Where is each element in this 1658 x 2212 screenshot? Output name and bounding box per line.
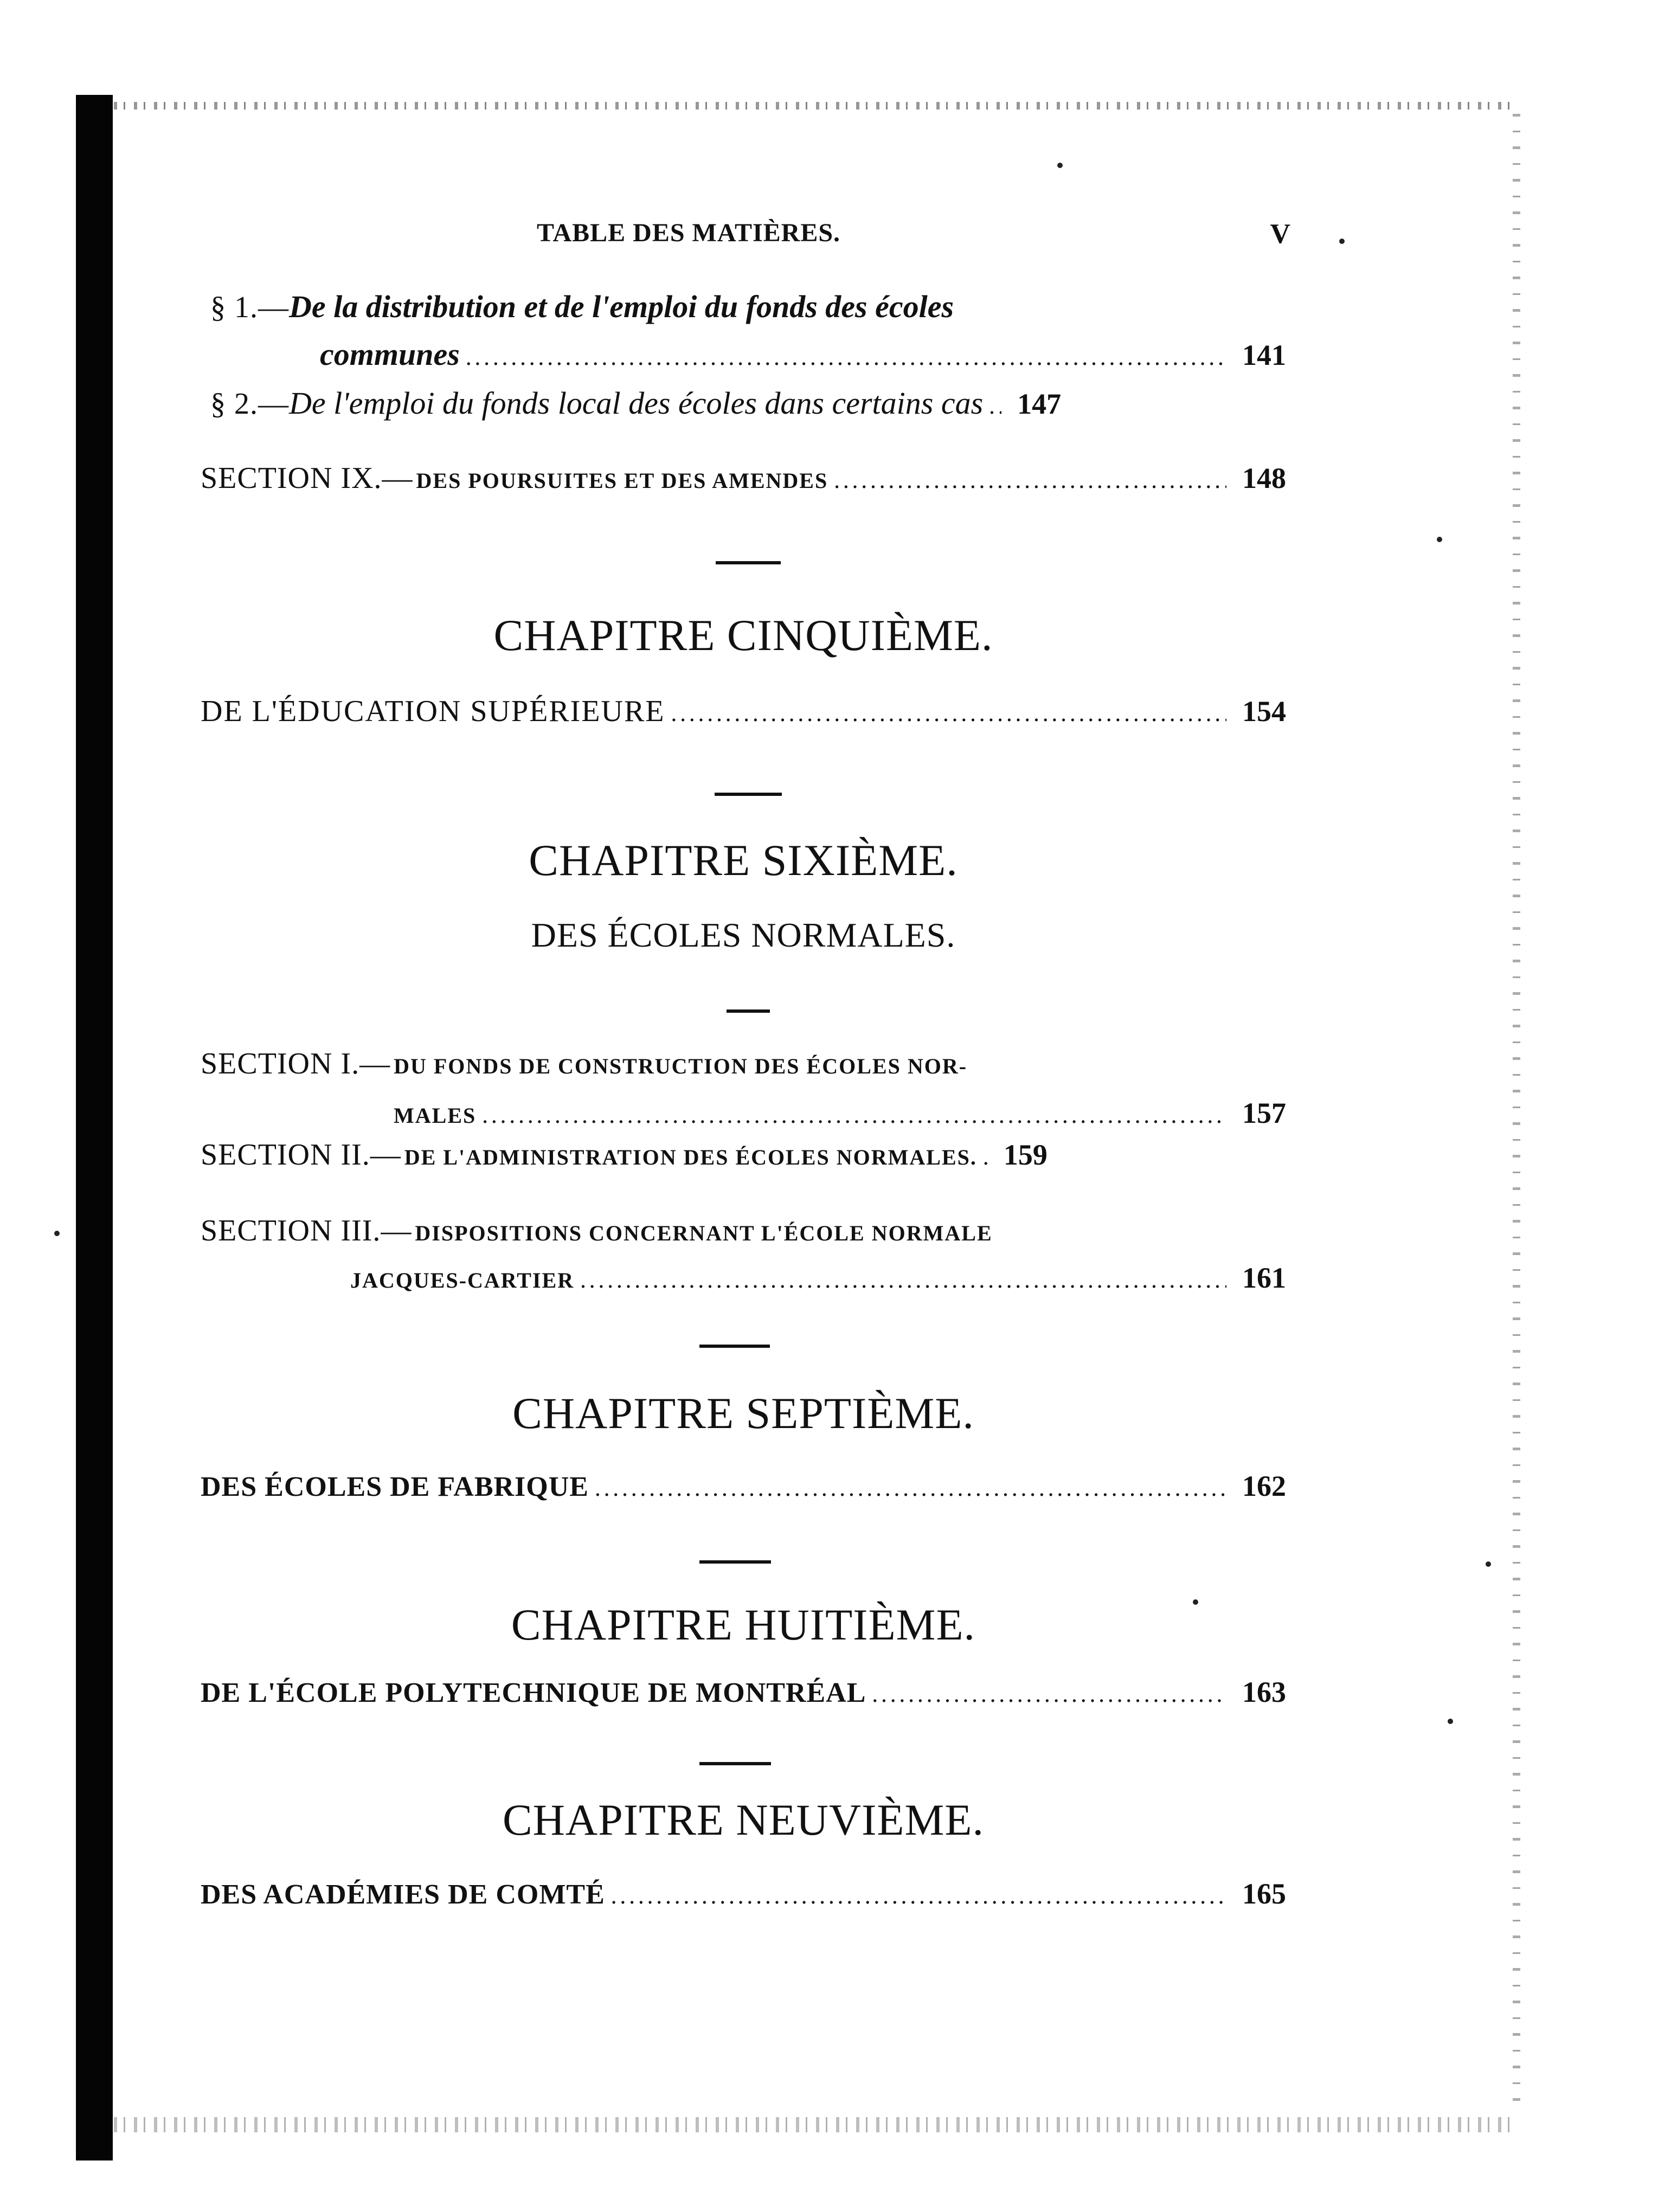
chapter-heading-5: CHAPITRE CINQUIÈME. [493, 610, 993, 660]
entry-title: DE L'ÉCOLE POLYTECHNIQUE DE MONTRÉAL [201, 1677, 866, 1708]
entry-title: De l'emploi du fonds local des écoles dans certains cas [289, 385, 984, 421]
toc-entry-chapter-8 [201, 1675, 1286, 1710]
page-binding-edge [76, 95, 113, 2160]
entry-title: DE L'ÉDUCATION SUPÉRIEURE [201, 695, 665, 728]
dot-leader [671, 702, 1226, 726]
scan-speck [1057, 163, 1063, 168]
dot-leader [594, 1476, 1226, 1501]
chapter-heading-9: CHAPITRE NEUVIÈME. [502, 1795, 985, 1844]
section-rule [699, 1560, 771, 1564]
entry-page: 148 [1242, 462, 1286, 494]
toc-entry-chapter-9 [201, 1877, 1286, 1912]
chapter-subtitle-6: DES ÉCOLES NORMALES. [531, 916, 956, 954]
entry-title: DISPOSITIONS CONCERNANT L'ÉCOLE NORMALE [415, 1221, 993, 1245]
entry-lead: SECTION II.— [201, 1138, 401, 1172]
chapter-heading-6: CHAPITRE SIXIÈME. [529, 835, 958, 885]
dot-leader [481, 1103, 1226, 1128]
section-rule [716, 561, 781, 564]
entry-lead: SECTION III.— [201, 1214, 412, 1248]
entry-page: 154 [1242, 695, 1286, 728]
entry-title: DES ÉCOLES DE FABRIQUE [201, 1471, 589, 1502]
toc-entry-chapter-7 [201, 1469, 1286, 1504]
entry-page: 157 [1242, 1097, 1286, 1129]
entry-title: DES ACADÉMIES DE COMTÉ [201, 1879, 605, 1910]
dot-leader [871, 1682, 1226, 1707]
section-rule [727, 1009, 770, 1013]
page-top-edge-noise [114, 102, 1518, 110]
entry-title-continued: MALES [394, 1103, 477, 1128]
toc-entry-section-ii [201, 1137, 1286, 1172]
dot-leader [982, 1145, 988, 1170]
section-rule [715, 793, 782, 796]
chapter-heading-8: CHAPITRE HUITIÈME. [511, 1600, 976, 1649]
running-title: TABLE DES MATIÈRES. [537, 218, 841, 247]
toc-entry-chapter-5 [201, 694, 1286, 729]
page-bottom-edge-noise [114, 2117, 1518, 2132]
entry-title-continued: JACQUES-CARTIER [350, 1268, 575, 1293]
entry-page: 163 [1242, 1676, 1286, 1708]
entry-page: 141 [1242, 339, 1286, 371]
scan-speck [1486, 1561, 1491, 1567]
entry-title: De la distribution et de l'emploi du fonds des écoles [289, 289, 954, 324]
chapter-heading-7: CHAPITRE SEPTIÈME. [512, 1388, 974, 1438]
dot-leader [988, 394, 1001, 419]
entry-lead: SECTION I.— [201, 1047, 391, 1081]
scan-speck [1448, 1719, 1453, 1724]
toc-entry-section-i-continued [390, 1096, 1286, 1131]
dot-leader [580, 1268, 1226, 1293]
running-header [217, 218, 1290, 256]
entry-title-continued: communes [320, 337, 460, 372]
page-number: V [1270, 218, 1290, 249]
entry-lead: § 1.— [210, 291, 289, 324]
entry-title: DE L'ADMINISTRATION DES ÉCOLES NORMALES. [404, 1145, 977, 1169]
section-rule [699, 1345, 770, 1348]
page-right-edge-noise [1513, 114, 1520, 2114]
scan-speck [1193, 1599, 1198, 1605]
toc-entry-section-iii [201, 1213, 1286, 1248]
entry-page: 165 [1242, 1877, 1286, 1910]
toc-entry-paragraph-1 [210, 288, 1286, 323]
entry-lead: § 2.— [210, 387, 289, 421]
dot-leader [610, 1884, 1226, 1909]
entry-title: DES POURSUITES ET DES AMENDES [416, 468, 828, 493]
toc-entry-section-ix [201, 461, 1286, 496]
toc-entry-section-i [201, 1046, 1286, 1081]
toc-entry-section-iii-continued [347, 1261, 1286, 1296]
entry-page: 161 [1242, 1262, 1286, 1294]
dot-leader [833, 468, 1226, 493]
entry-page: 159 [1003, 1139, 1048, 1171]
toc-entry-paragraph-1-continued [320, 336, 1286, 371]
toc-entry-paragraph-2 [210, 385, 1286, 420]
entry-page: 162 [1242, 1470, 1286, 1502]
section-rule [699, 1762, 771, 1765]
entry-lead: SECTION IX.— [201, 461, 413, 495]
scan-speck [54, 1231, 60, 1236]
scan-speck [1339, 239, 1345, 244]
scan-speck [1437, 537, 1442, 542]
entry-page: 147 [1017, 388, 1062, 420]
dot-leader [465, 345, 1226, 370]
entry-title: DU FONDS DE CONSTRUCTION DES ÉCOLES NOR- [394, 1054, 968, 1078]
